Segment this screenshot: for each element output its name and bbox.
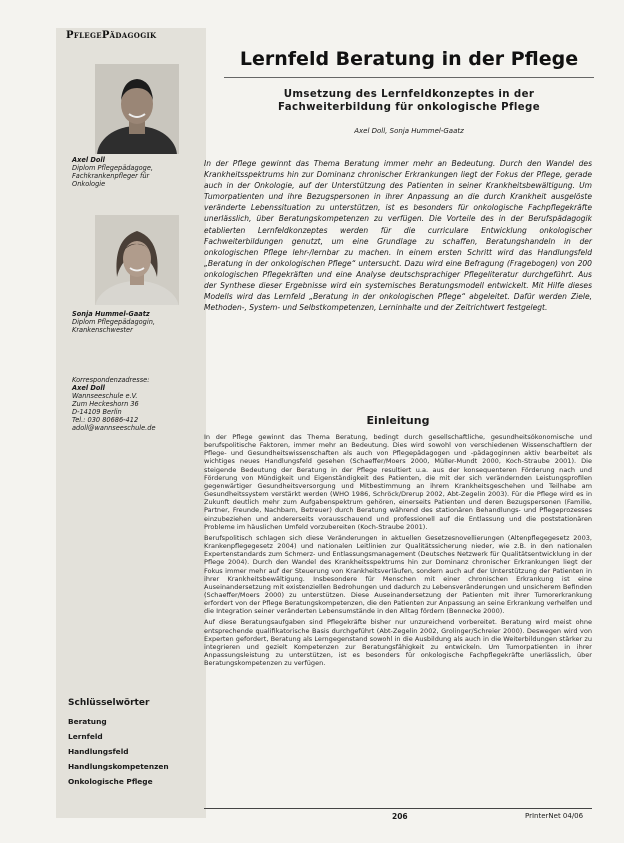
keyword: Lernfeld bbox=[68, 732, 103, 741]
title-divider bbox=[224, 77, 594, 78]
address-line: D-14109 Berlin bbox=[72, 408, 122, 416]
email-address: adoll@wannseeschule.de bbox=[72, 424, 156, 432]
page-number: 206 bbox=[392, 812, 408, 821]
body-paragraph: Berufspolitisch schlagen sich diese Veränderungen in aktuellen Gesetzesnovellierungen (Altenpflegegesetz 2003, Krankenpflegegesetz 2004) und nationalen Leitlinien zur Qualitätssicherung nieder, wie z.B. in den nationalen Expertenstandards zum Schmerz- und Entlassungsmanagement (Deutsches Netzwerk für Qualitätsentwicklung in der Pflege 2004). Durch den Wandel des Krankheitsspektrums hin zur Dominanz chronischer Erkrankungen liegt der Fokus immer mehr auf der Steuerung von Krankheitsverläufen, sondern auch auf der Unterstützung der Patienten in ihrer Krankheitsbewältigung. Insbesondere für Menschen mit einer chronischen Erkrankung ist eine Auseinandersetzung mit existenziellen Bedrohungen und dadurch zu Lebensveränderungen und unsicherem Befinden (Schaeffer/Moers 2000) zu unterstützen. Diese Auseinandersetzung der Patienten mit ihrer Tumorerkrankung erfordert von der Pflege Beratungskompetenzen, die den Patienten zur Anpassung an seine Erkrankung verhelfen und die Integration seiner veränderten Lebensumstände in den Alltag fördern (Bennecke 2000). bbox=[204, 533, 592, 616]
article-subtitle bbox=[224, 88, 594, 114]
author-credential: Diplom Pflegepädagogin, bbox=[72, 318, 155, 326]
keyword: Handlungsfeld bbox=[68, 747, 129, 756]
article-title: Lernfeld Beratung in der Pflege bbox=[239, 48, 579, 70]
address-line: Wannseeschule e.V. bbox=[72, 392, 138, 400]
keywords-list bbox=[68, 714, 169, 789]
author-credential: Diplom Pflegepädagoge, bbox=[72, 164, 154, 172]
subtitle-line: Umsetzung des Lernfeldkonzeptes in der bbox=[283, 89, 535, 100]
author-name: Axel Doll bbox=[72, 156, 105, 164]
section-label: PflegePädagogik bbox=[66, 30, 157, 41]
author-photo-sonja-hummel-gaatz bbox=[95, 215, 179, 305]
correspondence-name: Axel Doll bbox=[72, 384, 105, 392]
author-info-sonja-hummel-gaatz bbox=[72, 310, 202, 334]
keywords-heading: Schlüsselwörter bbox=[68, 698, 150, 708]
subtitle-line: Fachweiterbildung für onkologische Pflege bbox=[277, 102, 541, 113]
author-name: Sonja Hummel-Gaatz bbox=[72, 310, 150, 318]
article-body bbox=[204, 433, 592, 670]
keyword: Onkologische Pflege bbox=[68, 777, 153, 786]
author-credential: Fachkrankenpfleger für bbox=[72, 172, 150, 180]
body-paragraph: Auf diese Beratungsaufgaben sind Pflegekräfte bisher nur unzureichend vorbereitet. Beratung wird meist ohne entsprechende qualifikatorische Basis durchgeführt (Abt-Zegelin 2002, Grolinger/Schreier 2000). Deswegen wird von Experten gefordert, Beratung als Lerngegenstand sowohl in die Ausbildung als auch in die Weiterbildungen stärker zu integrieren und gezielt Kompetenzen zur Beratungsfähigkeit zu entwickeln. Um Tumorpatienten in ihrer Anpassungsleistung zu unterstützen, ist es besonders für onkologische Fachpflegekräfte unerlässlich, über Beratungskompetenzen zu verfügen. bbox=[204, 618, 592, 668]
journal-issue: PrInterNet 04/06 bbox=[525, 812, 584, 820]
author-photo-axel-doll bbox=[95, 64, 179, 154]
correspondence-label: Korrespondenzadresse: bbox=[72, 376, 150, 384]
section-heading: Einleitung bbox=[366, 414, 430, 427]
keyword: Beratung bbox=[68, 717, 107, 726]
byline: Axel Doll, Sonja Hummel-Gaatz bbox=[354, 127, 464, 135]
author-info-axel-doll bbox=[72, 156, 202, 188]
correspondence-address bbox=[72, 376, 202, 432]
address-line: Tel.: 030 80686-412 bbox=[72, 416, 139, 424]
abstract: In der Pflege gewinnt das Thema Beratung immer mehr an Bedeutung. Durch den Wandel des Krankheitsspektrums hin zur Dominanz chronischer Erkrankungen liegt der Fokus der Pflege, gerade auch in der Onkologie, auf der Unterstützung des Patienten in seiner Krankheitsbewältigung. Um Tumorpatienten und ihre Bezugspersonen in ihrer Anpassung an die durch Krankheit ausgelöste veränderte Lebenssituation zu unterstützen, ist es besonders für onkologische Fachpflegekräfte unerlässlich, über Beratungskompetenzen zu verfügen. Die Vorteile des in der Berufspädagogik etablierten Lernfeldkonzeptes werden für die curriculare Entwicklung onkologischer Fachweiterbildungen genutzt, um eine Grundlage zu schaffen, Beratungshandeln in der onkologischen Pflege lehr-/lernbar zu machen. In einem ersten Schritt wird das Handlungsfeld „Beratung in der onkologischen Pflege“ untersucht. Dazu wird eine Befragung (Fragebogen) von 200 onkologischen Pflegekräften und eine Analyse deutschsprachiger Pflegeliteratur durchgeführt. Aus der Synthese dieser Ergebnisse wird ein systemisches Beratungsmodell entwickelt. Mit Hilfe dieses Modells wird das Lernfeld „Beratung in der onkologischen Pflege“ abgeleitet. Dafür werden Ziele, Methoden-, System- und Selbstkompetenzen, Lerninhalte und der Zeitrichtwert festgelegt. bbox=[204, 159, 592, 313]
body-paragraph: In der Pflege gewinnt das Thema Beratung, bedingt durch gesellschaftliche, gesundheitsökonomische und berufspolitische Faktoren, immer mehr an Bedeutung. Dies wird sowohl von verschiedenen Wissenschaftlern der Pflege- und Gesundheitswissenschaften als auch von Pflegepädagogen und -pädagoginnen aktiv bearbeitet als wichtiges neues Handlungsfeld gesehen (Schaeffer/Moers 2000, Müller-Mundt 2000, Koch-Straube 2001). Die steigende Bedeutung der Beratung in der Pflege resultiert u.a. aus der konsequenteren Förderung nach und Förderung von Mündigkeit und Eigenständigkeit des Patienten, die mit der sich verändernden Leistungsprofilen gegenwärtiger Gesundheitsversorgung und Mitbestimmung an ihrem Krankheitsgeschehen und Teilhabe am Gesundheitssystem verstärkt werden (WHO 1986, Schröck/Drerup 2002, Abt-Zegelin 2003). Für die Pflege wird es in Zukunft deutlich mehr zum Aufgabenspektrum gehören, einerseits Patienten und deren Bezugspersonen (Familie, Partner, Freunde, Nachbarn, Betreuer) durch Beratung während des stationären Behandlungs- und Pflegeprozesses einzubeziehen und andererseits vorausschauend und professionell auf die Entlassung und die poststationären Probleme im häuslichen Umfeld vorzubereiten (Koch-Straube 2001). bbox=[204, 433, 592, 531]
author-credential: Onkologie bbox=[72, 180, 106, 188]
footer-divider bbox=[204, 808, 592, 809]
author-credential: Krankenschwester bbox=[72, 326, 133, 334]
address-line: Zum Heckeshorn 36 bbox=[72, 400, 139, 408]
keyword: Handlungskompetenzen bbox=[68, 762, 169, 771]
